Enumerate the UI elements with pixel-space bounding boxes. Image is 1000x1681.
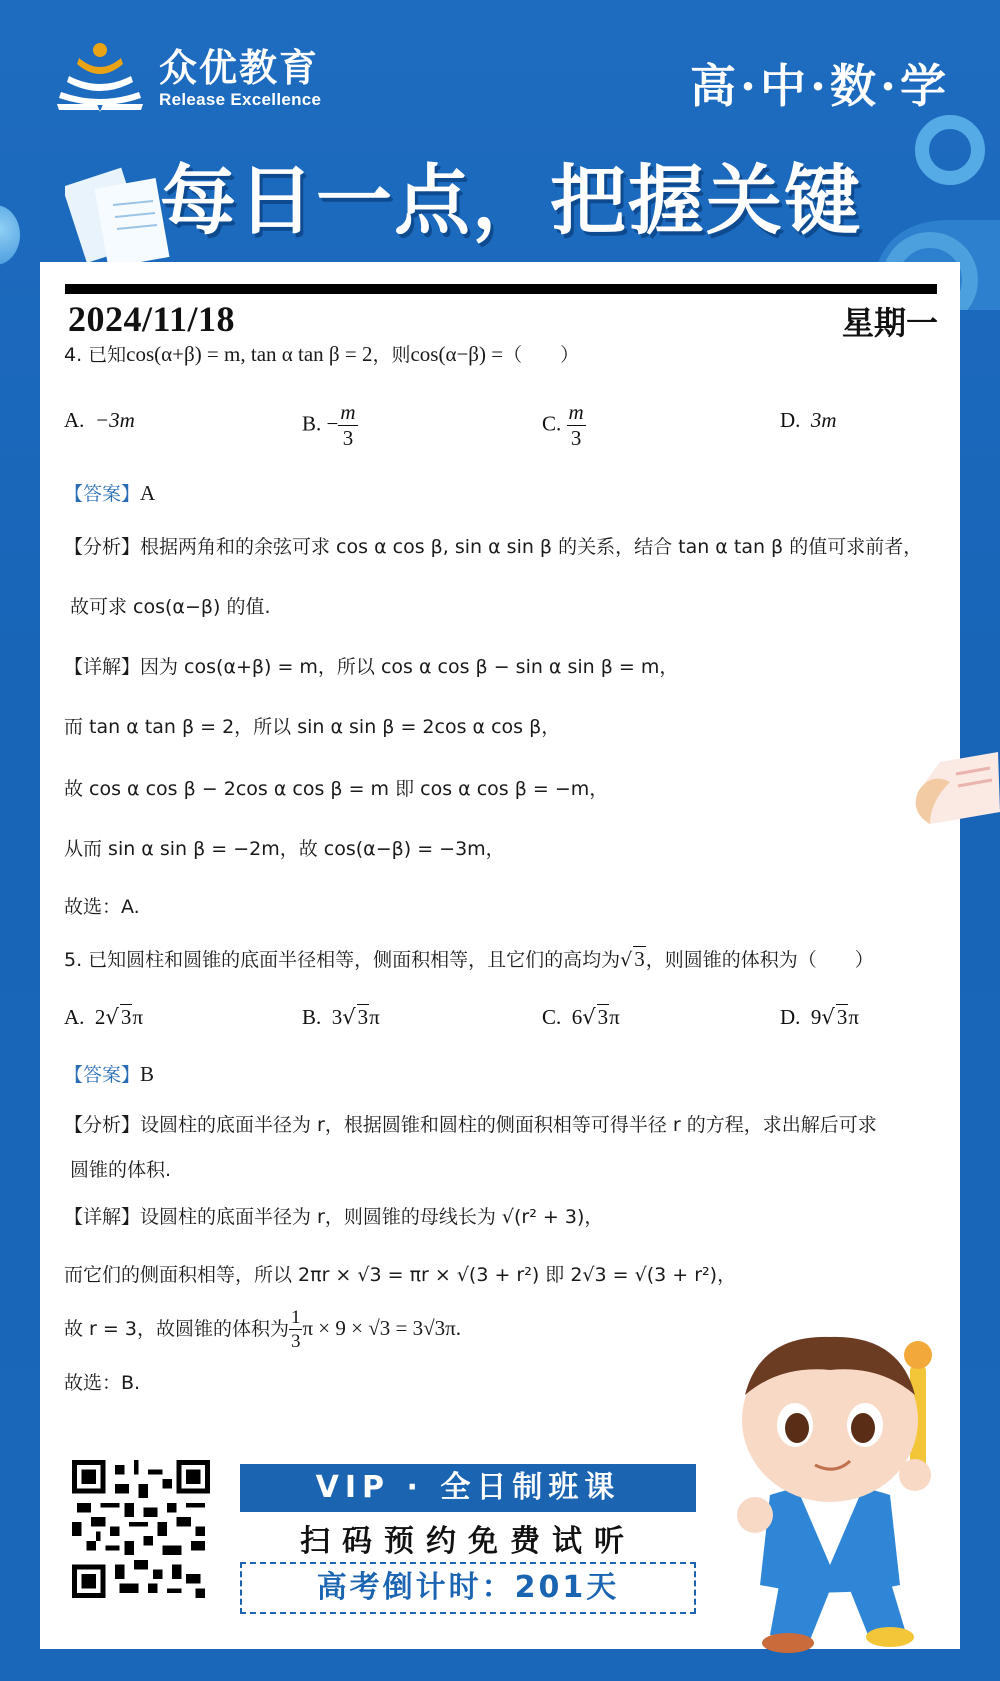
mascot-boy-illustration-icon (700, 1325, 960, 1655)
logo-book-icon (55, 42, 145, 114)
q4-analysis-cont: 故可求 cos(α−β) 的值. (70, 596, 271, 618)
q5-option-a: A. 2√3π (64, 1005, 143, 1029)
q5-detail-line-2: 而它们的侧面积相等，所以 2πr × √3 = πr × √(3 + r²) 即 2√3 = √(3 + r²)， (64, 1264, 737, 1286)
q5-option-d: D. 9√3π (780, 1005, 859, 1029)
date-label: 2024/11/18 (68, 299, 236, 339)
q4-analysis: 【分析】根据两角和的余弦可求 cos α cos β, sin α sin β 的关系，结合 tan α tan β 的值可求前者， (64, 536, 923, 558)
q4-detail-line-4: 从而 sin α sin β = −2m，故 cos(α−β) = −3m， (64, 838, 505, 860)
brand-logo (55, 42, 321, 114)
q4-detail-line-2: 而 tan α tan β = 2，所以 sin α sin β = 2cos α cos β， (64, 716, 561, 738)
q5-detail: 【详解】设圆柱的底面半径为 r，则圆锥的母线长为 √(r² + 3)， (64, 1206, 604, 1228)
q4-stem: 4. 已知cos(α+β) = m, tan α tan β = 2，则cos(α−β) =（ ） (64, 342, 580, 366)
q4-option-c: C. $\frac{m}{3}$ (542, 400, 584, 450)
q4-option-d: D. 3m (780, 408, 837, 432)
scan-to-book-text: 扫码预约免费试听 (300, 1524, 636, 1559)
slogan-banner: 每日一点，把握关键 (160, 156, 862, 245)
q5-answer: 【答案】B (64, 1062, 155, 1086)
vip-course-banner: VIP · 全日制班课 (240, 1464, 696, 1512)
q5-analysis-cont: 圆锥的体积. (70, 1159, 172, 1181)
header-rule (65, 284, 937, 294)
q4-option-b: B. − $\frac{m}{3}$ (302, 400, 356, 450)
q4-option-a: A. −3m (64, 408, 135, 432)
q5-detail-line-3: 故 r = 3，故圆锥的体积为 $\frac{1}{3}$ π × 9 × √3 = 3√3π. (64, 1307, 461, 1352)
qr-code-icon[interactable] (72, 1460, 210, 1598)
q5-analysis: 【分析】设圆柱的底面半径为 r，根据圆锥和圆柱的侧面积相等可得半径 r 的方程，求出解后可求 (64, 1114, 877, 1136)
brand-name-en: Release Excellence (159, 90, 322, 109)
header (0, 0, 1000, 270)
q4-detail: 【详解】因为 cos(α+β) = m，所以 cos α cos β − sin α sin β = m， (64, 656, 679, 678)
weekday-label: 星期一 (841, 304, 938, 342)
exam-countdown: 高考倒计时：201天 (240, 1562, 696, 1614)
q4-conclusion: 故选：A. (64, 896, 140, 918)
q5-option-c: C. 6√3π (542, 1005, 620, 1029)
q5-conclusion: 故选：B. (64, 1372, 141, 1394)
q4-answer: 【答案】A (64, 481, 156, 505)
q5-stem: 5. 已知圆柱和圆锥的底面半径相等，侧面积相等，且它们的高均为√3，则圆锥的体积为（ ） (64, 947, 874, 971)
brand-name-cn: 众优教育 (159, 46, 320, 90)
q4-detail-line-3: 故 cos α cos β − 2cos α cos β = m 即 cos α cos β = −m， (64, 778, 609, 800)
paper-curl-illustration-icon (910, 752, 1000, 824)
subject-title: 高·中·数·学 (689, 59, 950, 113)
q5-option-b: B. 3√3π (302, 1005, 380, 1029)
